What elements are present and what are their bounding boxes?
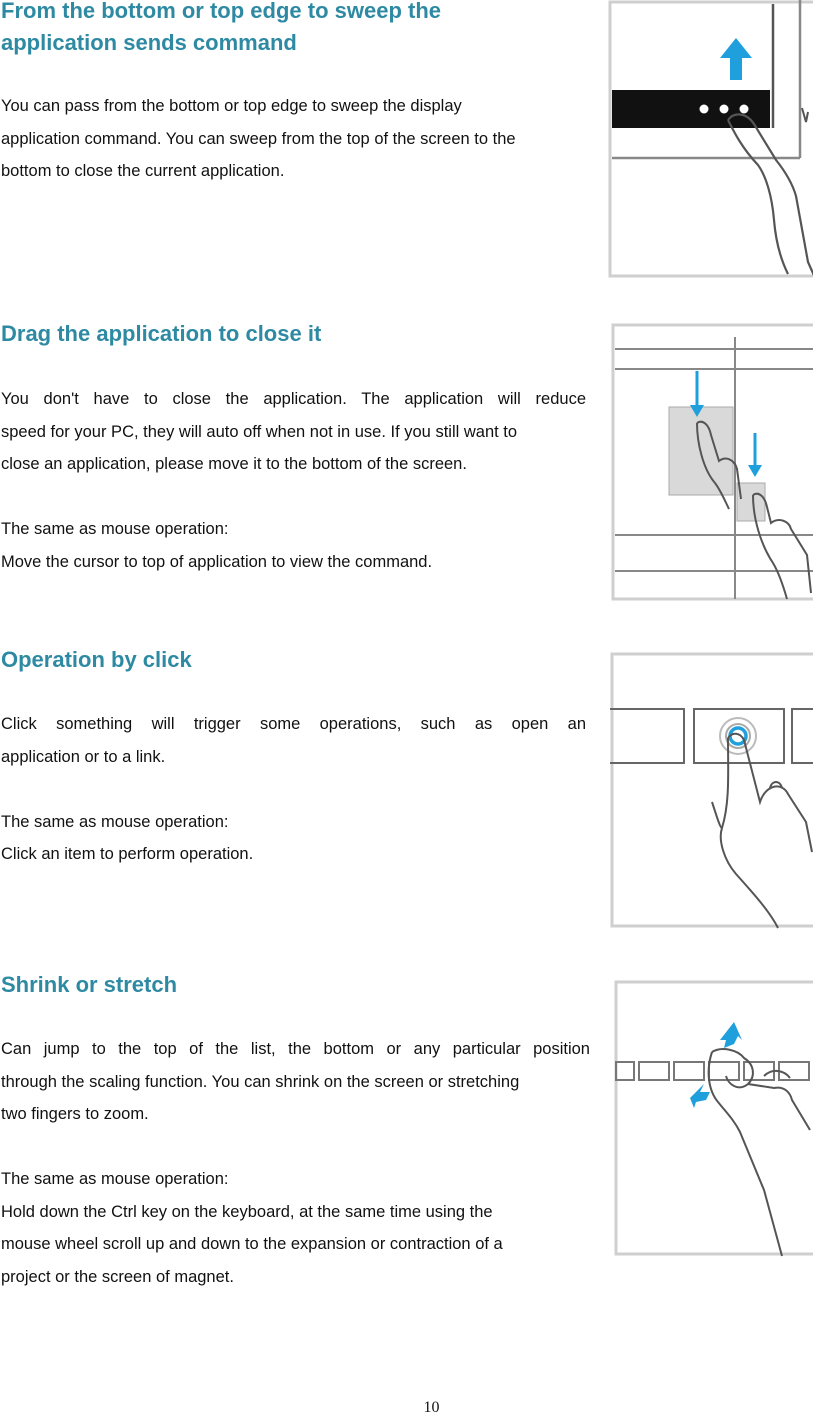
mouse-operation-label: The same as mouse operation: <box>1 812 229 831</box>
paragraph-line: through the scaling function. You can shrink on the screen or stretching <box>1 1072 520 1091</box>
mouse-operation-label: The same as mouse operation: <box>1 1170 229 1188</box>
paragraph-line: You can pass from the bottom or top edge to sweep the display <box>1 97 462 115</box>
swipe-up-hand-icon <box>608 0 813 280</box>
section-body <box>1 1033 590 1293</box>
paragraph-line: close an application, please move it to the bottom of the screen. <box>1 455 467 473</box>
section-title: Operation by click <box>1 647 192 672</box>
mouse-operation-text: Hold down the Ctrl key on the keyboard, at the same time using the <box>1 1202 493 1221</box>
mouse-operation-text: project or the screen of magnet. <box>1 1267 234 1286</box>
pinch-hand-icon <box>614 980 813 1258</box>
section-title: Drag the application to close it <box>1 321 322 346</box>
paragraph-line: speed for your PC, they will auto off when not in use. If you still want to <box>1 422 518 441</box>
section-body <box>1 383 586 578</box>
paragraph-line: application command. You can sweep from the top of the screen to the <box>1 129 516 148</box>
section-title: Shrink or stretch <box>1 972 178 997</box>
mouse-operation-label: The same as mouse operation: <box>1 520 229 538</box>
section-body <box>1 90 586 188</box>
paragraph-line: Can jump to the top of the list, the bottom or any particular position <box>1 1040 590 1058</box>
paragraph-line: You don't have to close the application. The application will reduce <box>1 390 586 408</box>
mouse-operation-text: Move the cursor to top of application to view the command. <box>1 552 433 571</box>
section-title: From the bottom or top edge to sweep the application sends command <box>1 0 441 55</box>
paragraph-line: application or to a link. <box>1 747 166 766</box>
tap-hand-icon <box>610 652 813 930</box>
drag-down-hand-icon <box>611 323 813 603</box>
paragraph-line: bottom to close the current application. <box>1 162 285 180</box>
mouse-operation-text: Click an item to perform operation. <box>1 845 254 863</box>
paragraph-line: Click something will trigger some operations, such as open an <box>1 715 586 733</box>
page-number: 10 <box>423 1399 440 1416</box>
section-body <box>1 708 586 871</box>
paragraph-line: two fingers to zoom. <box>1 1105 149 1123</box>
mouse-operation-text: mouse wheel scroll up and down to the expansion or contraction of a <box>1 1235 503 1253</box>
